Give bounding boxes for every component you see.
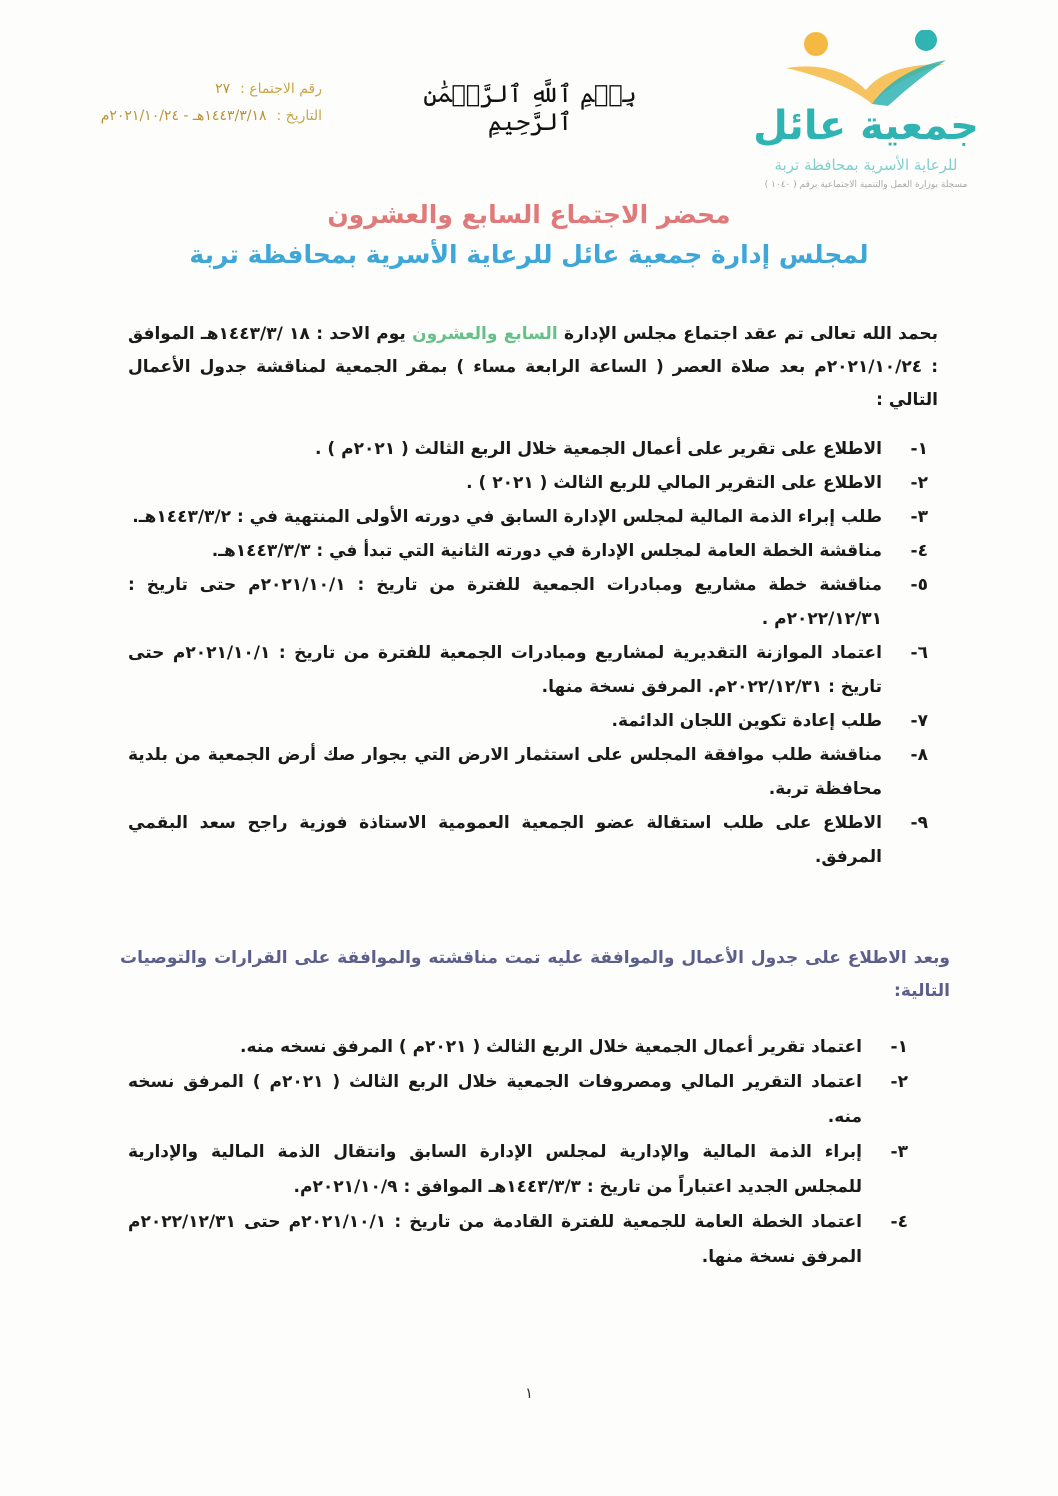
meeting-number-value: ٢٧ (215, 81, 231, 97)
intro-text-end: يوم الاحد : ١٨ /١٤٤٣/٣هـ الموافق : ٢٠٢١/١٠/٢٤م بعد صلاة العصر ( الساعة الرابعة مساء ) بمقر الجمعية لمناقشة جدول الأعمال التالي : (128, 324, 939, 410)
logo-name: جمعية عائل (753, 103, 979, 149)
item-number: ١- (910, 439, 928, 459)
list-item (128, 1205, 908, 1275)
item-number: ٥- (910, 575, 928, 595)
logo-figures-icon (776, 30, 956, 110)
list-item (128, 1065, 908, 1135)
meeting-number-label: رقم الاجتماع : (240, 81, 322, 97)
list-item (128, 738, 928, 806)
item-number: ٤- (890, 1212, 908, 1232)
page-number: ١ (524, 1384, 534, 1402)
list-item (128, 806, 928, 874)
decisions-list (128, 1030, 908, 1275)
meeting-date-row (22, 103, 322, 130)
item-number: ٤- (910, 541, 928, 561)
date-label: التاريخ : (276, 107, 322, 124)
list-item (128, 466, 928, 500)
resolutions-intro: وبعد الاطلاع على جدول الأعمال والموافقة عليه تمت مناقشته والموافقة على القرارات والتوصيات التالية: (120, 948, 950, 1001)
document-subtitle: لمجلس إدارة جمعية عائل للرعاية الأسرية بمحافظة تربة (189, 240, 869, 269)
item-number: ٢- (890, 1072, 908, 1092)
basmala: بِسۡمِ ٱللَّهِ ٱلرَّحۡمَٰنِ ٱلرَّحِيمِ (423, 80, 637, 136)
item-number: ٣- (910, 507, 928, 527)
item-number: ٩- (910, 813, 928, 833)
intro-text-start: بحمد الله تعالى تم عقد اجتماع مجلس الإدارة (557, 324, 938, 344)
list-item (128, 636, 928, 704)
item-text: مناقشة خطة مشاريع ومبادرات الجمعية للفترة من تاريخ : ٢٠٢١/١٠/١م حتى تاريخ : ٢٠٢٢/١٢/٣١م . (128, 575, 882, 629)
list-item (128, 432, 928, 466)
logo-registration: مسجلة بوزارة العمل والتنمية الاجتماعية برقم ( ١٠٤٠ ) (764, 180, 968, 190)
list-item (128, 704, 928, 738)
item-number: ٣- (890, 1142, 908, 1162)
item-text: الاطلاع على تقرير على أعمال الجمعية خلال الربع الثالث ( ٢٠٢١م ) . (315, 439, 882, 459)
organization-logo (716, 30, 1016, 190)
intro-highlight: السابع والعشرون (412, 324, 558, 344)
item-text: الاطلاع على التقرير المالي للربع الثالث ( ٢٠٢١ ) . (466, 473, 882, 493)
item-number: ٨- (910, 745, 928, 765)
item-text: مناقشة طلب موافقة المجلس على استثمار الارض التي بجوار صك أرض الجمعية من بلدية محافظة تربة. (128, 745, 882, 799)
item-text: اعتماد تقرير أعمال الجمعية خلال الربع الثالث ( ٢٠٢١م ) المرفق نسخه منه. (240, 1037, 862, 1057)
meeting-number-row (22, 76, 322, 103)
item-text: الاطلاع على طلب استقالة عضو الجمعية العمومية الاستاذة فوزية راجح سعد البقمي المرفق. (128, 813, 882, 867)
agenda-list (128, 432, 928, 874)
item-text: مناقشة الخطة العامة لمجلس الإدارة في دورته الثانية التي تبدأ في : ١٤٤٣/٣/٣هـ. (211, 541, 882, 561)
item-text: اعتماد الخطة العامة للجمعية للفترة القادمة من تاريخ : ٢٠٢١/١٠/١م حتى ٢٠٢٢/١٢/٣١م المرفق نسخة منها. (128, 1212, 862, 1267)
list-item (128, 500, 928, 534)
item-number: ٦- (910, 643, 928, 663)
date-value: ١٤٤٣/٣/١٨هـ - ٢٠٢١/١٠/٢٤م (100, 107, 267, 124)
intro-paragraph (128, 318, 938, 417)
item-text: طلب إعادة تكوين اللجان الدائمة. (611, 711, 882, 731)
item-text: اعتماد الموازنة التقديرية لمشاريع ومبادرات الجمعية للفترة من تاريخ : ٢٠٢١/١٠/١م حتى تاريخ : ٢٠٢٢/١٢/٣١م. المرفق نسخة منها. (128, 643, 882, 697)
item-text: طلب إبراء الذمة المالية لمجلس الإدارة السابق في دورته الأولى المنتهية في : ١٤٤٣/٣/٢هـ. (132, 507, 882, 527)
list-item (128, 1030, 908, 1065)
item-number: ٢- (910, 473, 928, 493)
list-item (128, 1135, 908, 1205)
logo-subtitle: للرعاية الأسرية بمحافظة تربة (774, 156, 958, 174)
item-text: إبراء الذمة المالية والإدارية لمجلس الإدارة السابق وانتقال الذمة المالية والإدارية للمجلس الجديد اعتباراً من تاريخ : ١٤٤٣/٣/٣هـ الموافق : ٢٠٢١/١٠/٩م. (128, 1142, 862, 1197)
list-item (128, 568, 928, 636)
document-title: محضر الاجتماع السابع والعشرون (327, 200, 731, 229)
item-number: ٧- (910, 711, 928, 731)
meeting-meta (22, 76, 322, 129)
item-text: اعتماد التقرير المالي ومصروفات الجمعية خلال الربع الثالث ( ٢٠٢١م ) المرفق نسخه منه. (128, 1072, 862, 1127)
list-item (128, 534, 928, 568)
item-number: ١- (890, 1037, 908, 1057)
